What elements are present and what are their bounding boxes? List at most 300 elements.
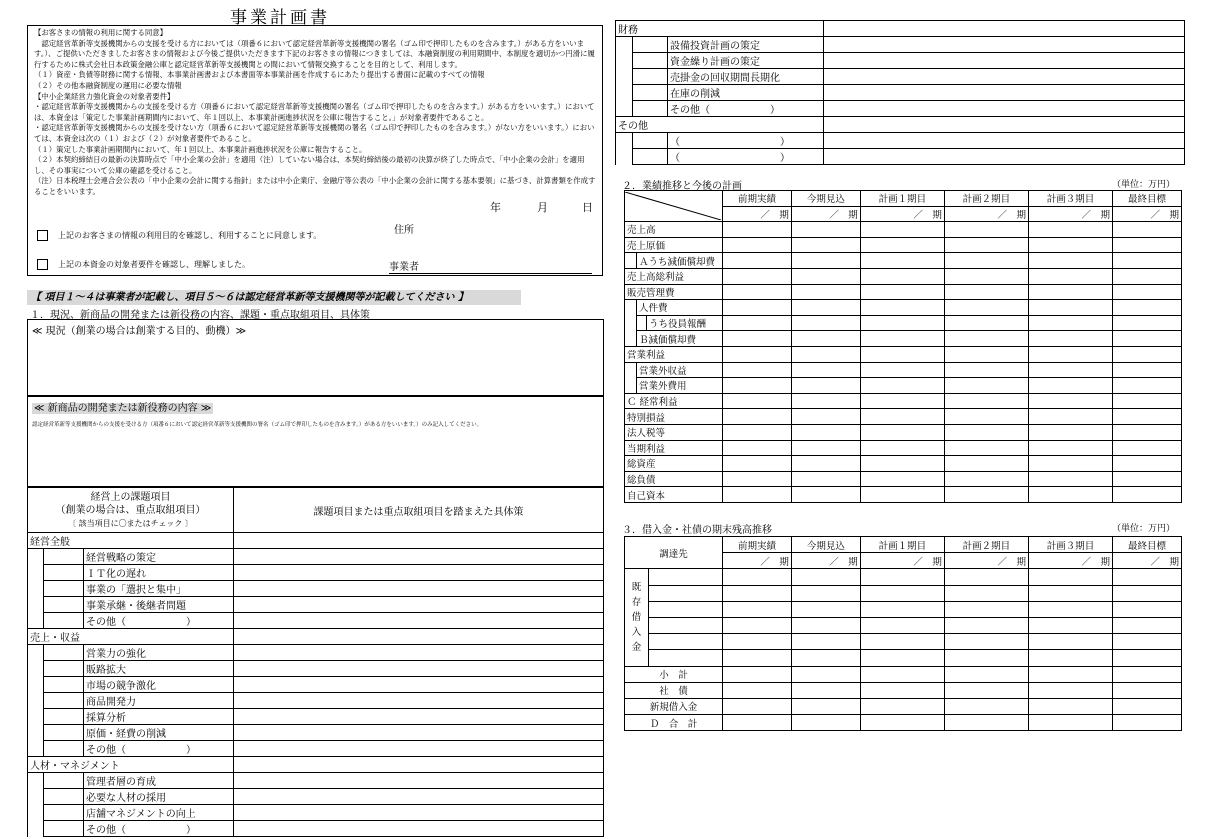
- value-cell[interactable]: [723, 650, 792, 666]
- value-cell[interactable]: [1028, 601, 1112, 617]
- value-cell[interactable]: [860, 650, 944, 666]
- table-row: [625, 315, 1182, 331]
- measure-cell[interactable]: [824, 85, 1185, 101]
- value-cell[interactable]: [1028, 682, 1112, 698]
- value-cell[interactable]: [1113, 268, 1182, 284]
- new-product-note: 認定経営革新等支援機関からの支援を受ける方（項番６において認定経営革新等支援機関の署名（ゴム印で押印したものを含みます。）がある方をいいます。）のみ記入してください。: [32, 422, 483, 428]
- value-cell[interactable]: [1113, 378, 1182, 394]
- indent-cell: [28, 645, 44, 757]
- period-cell[interactable]: ／ 期: [860, 553, 944, 569]
- value-cell[interactable]: [944, 440, 1028, 456]
- value-cell[interactable]: [944, 569, 1028, 585]
- value-cell[interactable]: [860, 253, 944, 269]
- value-cell[interactable]: [860, 634, 944, 650]
- measure-cell[interactable]: [234, 597, 604, 613]
- value-cell[interactable]: [723, 300, 792, 316]
- measure-cell[interactable]: [234, 613, 604, 629]
- value-cell[interactable]: [1028, 378, 1112, 394]
- issue-check-cell[interactable]: [44, 613, 84, 629]
- value-cell[interactable]: [723, 715, 792, 731]
- table-row: [28, 789, 604, 805]
- table-row: [625, 346, 1182, 362]
- value-cell[interactable]: [723, 346, 792, 362]
- row-label: Ｂ減価償却費: [637, 331, 723, 347]
- row-label: 売上高総利益: [625, 268, 723, 284]
- value-cell[interactable]: [1113, 456, 1182, 472]
- value-cell[interactable]: [791, 682, 860, 698]
- value-cell[interactable]: [860, 456, 944, 472]
- value-cell[interactable]: [791, 237, 860, 253]
- value-cell[interactable]: [723, 393, 792, 409]
- finance-check-cell[interactable]: [633, 53, 668, 69]
- value-cell[interactable]: [860, 440, 944, 456]
- value-cell[interactable]: [791, 331, 860, 347]
- value-cell[interactable]: [860, 471, 944, 487]
- value-cell[interactable]: [723, 617, 792, 633]
- value-cell[interactable]: [1113, 650, 1182, 666]
- table-row: [625, 617, 1182, 633]
- value-cell[interactable]: [723, 315, 792, 331]
- value-cell[interactable]: [1113, 601, 1182, 617]
- issue-item: 原価・経費の削減: [84, 725, 234, 741]
- value-cell[interactable]: [1028, 331, 1112, 347]
- issues-header-line: 経営上の課題項目: [90, 491, 171, 503]
- finance-category: 財務: [616, 21, 824, 37]
- value-cell[interactable]: [1113, 585, 1182, 601]
- value-cell[interactable]: [791, 424, 860, 440]
- value-cell[interactable]: [1113, 346, 1182, 362]
- issue-check-cell[interactable]: [44, 805, 84, 821]
- value-cell[interactable]: [944, 666, 1028, 682]
- value-cell[interactable]: [1113, 715, 1182, 731]
- value-cell[interactable]: [860, 601, 944, 617]
- measure-cell[interactable]: [824, 101, 1185, 117]
- row-label: うち役員報酬: [647, 315, 723, 331]
- status-box[interactable]: [27, 319, 604, 396]
- value-cell[interactable]: [944, 634, 1028, 650]
- value-cell[interactable]: [860, 569, 944, 585]
- value-cell[interactable]: [791, 300, 860, 316]
- issue-check-cell[interactable]: [44, 773, 84, 789]
- value-cell[interactable]: [1028, 300, 1112, 316]
- value-cell[interactable]: [1028, 440, 1112, 456]
- value-cell[interactable]: [1028, 268, 1112, 284]
- value-cell[interactable]: [1113, 569, 1182, 585]
- value-cell[interactable]: [791, 487, 860, 503]
- finance-check-cell[interactable]: [633, 133, 668, 149]
- issue-check-cell[interactable]: [44, 725, 84, 741]
- value-cell[interactable]: [723, 424, 792, 440]
- value-cell[interactable]: [723, 569, 792, 585]
- issue-check-cell[interactable]: [44, 693, 84, 709]
- value-cell[interactable]: [1028, 456, 1112, 472]
- value-cell[interactable]: [1028, 237, 1112, 253]
- consent-text: （２）本契約締結日の最新の決算時点で「中小企業の会計」を適用（注）していない場合は、本契約締結後の最初の決算が終了した時点で、「中小企業の会計」を適用し、その事実について公庫の確認を受けること。: [34, 155, 585, 175]
- value-cell[interactable]: [723, 456, 792, 472]
- issues-table: [27, 487, 604, 837]
- finance-item: その他（ ）: [668, 101, 824, 117]
- issue-item: 販路拡大: [84, 661, 234, 677]
- value-cell[interactable]: [791, 440, 860, 456]
- value-cell[interactable]: [860, 315, 944, 331]
- value-cell[interactable]: [791, 362, 860, 378]
- value-cell[interactable]: [944, 393, 1028, 409]
- value-cell[interactable]: [1028, 362, 1112, 378]
- value-cell[interactable]: [944, 617, 1028, 633]
- value-cell[interactable]: [1028, 487, 1112, 503]
- value-cell[interactable]: [944, 585, 1028, 601]
- value-cell[interactable]: [944, 300, 1028, 316]
- period-cell[interactable]: ／ 期: [1028, 206, 1112, 222]
- issue-check-cell[interactable]: [44, 821, 84, 837]
- diagonal-line: [625, 192, 721, 220]
- measure-cell[interactable]: [824, 117, 1185, 133]
- value-cell[interactable]: [791, 650, 860, 666]
- value-cell[interactable]: [791, 378, 860, 394]
- table-row: [28, 693, 604, 709]
- issue-item: 採算分析: [84, 709, 234, 725]
- value-cell[interactable]: [1028, 222, 1112, 238]
- issue-check-cell[interactable]: [44, 789, 84, 805]
- finance-check-cell[interactable]: [633, 101, 668, 117]
- lender-cell[interactable]: [649, 585, 723, 601]
- value-cell[interactable]: [791, 253, 860, 269]
- lender-cell[interactable]: [649, 569, 723, 585]
- table-row: [625, 409, 1182, 425]
- value-cell[interactable]: [860, 362, 944, 378]
- measure-cell[interactable]: [234, 565, 604, 581]
- consent-checkbox[interactable]: [37, 230, 48, 241]
- measure-cell[interactable]: [234, 645, 604, 661]
- value-cell[interactable]: [944, 650, 1028, 666]
- value-cell[interactable]: [1113, 284, 1182, 300]
- value-cell[interactable]: [944, 601, 1028, 617]
- value-cell[interactable]: [944, 409, 1028, 425]
- issue-check-cell[interactable]: [44, 645, 84, 661]
- issue-check-cell[interactable]: [44, 549, 84, 565]
- value-cell[interactable]: [1113, 698, 1182, 714]
- new-product-box[interactable]: [27, 396, 604, 487]
- value-cell[interactable]: [860, 346, 944, 362]
- value-cell[interactable]: [944, 456, 1028, 472]
- value-cell[interactable]: [860, 331, 944, 347]
- value-cell[interactable]: [1113, 440, 1182, 456]
- value-cell[interactable]: [944, 378, 1028, 394]
- value-cell[interactable]: [1028, 666, 1112, 682]
- value-cell[interactable]: [1113, 237, 1182, 253]
- measure-cell[interactable]: [234, 581, 604, 597]
- value-cell[interactable]: [1028, 393, 1112, 409]
- period-cell[interactable]: ／ 期: [723, 206, 792, 222]
- issue-item: 市場の競争激化: [84, 677, 234, 693]
- measure-cell[interactable]: [234, 789, 604, 805]
- value-cell[interactable]: [1028, 715, 1112, 731]
- section1-title: １．現況、新商品の開発または新役務の内容、課題・重点取組項目、具体策: [30, 310, 370, 321]
- value-cell[interactable]: [791, 698, 860, 714]
- period-cell[interactable]: ／ 期: [1113, 553, 1182, 569]
- value-cell[interactable]: [860, 409, 944, 425]
- value-cell[interactable]: [1113, 682, 1182, 698]
- value-cell[interactable]: [944, 682, 1028, 698]
- table-row: [625, 471, 1182, 487]
- issue-item: その他（ ）: [84, 741, 234, 757]
- value-cell[interactable]: [723, 268, 792, 284]
- value-cell[interactable]: [860, 617, 944, 633]
- value-cell[interactable]: [860, 698, 944, 714]
- value-cell[interactable]: [1028, 253, 1112, 269]
- value-cell[interactable]: [1113, 617, 1182, 633]
- value-cell[interactable]: [1028, 585, 1112, 601]
- row-label: 営業外費用: [637, 378, 723, 394]
- issues-header-line: （創業の場合は、重点取組項目）: [55, 504, 206, 516]
- period-cell[interactable]: ／ 期: [1113, 206, 1182, 222]
- measure-cell[interactable]: [824, 37, 1185, 53]
- value-cell[interactable]: [944, 237, 1028, 253]
- value-cell[interactable]: [860, 268, 944, 284]
- value-cell[interactable]: [860, 715, 944, 731]
- value-cell[interactable]: [1028, 409, 1112, 425]
- value-cell[interactable]: [944, 253, 1028, 269]
- period-cell[interactable]: ／ 期: [791, 553, 860, 569]
- value-cell[interactable]: [1113, 487, 1182, 503]
- value-cell[interactable]: [1028, 698, 1112, 714]
- measure-cell[interactable]: [824, 69, 1185, 85]
- value-cell[interactable]: [723, 284, 792, 300]
- table-row: [616, 37, 1185, 53]
- table-row: [625, 601, 1182, 617]
- value-cell[interactable]: [1028, 617, 1112, 633]
- value-cell[interactable]: [791, 569, 860, 585]
- value-cell[interactable]: [944, 268, 1028, 284]
- value-cell[interactable]: [1113, 331, 1182, 347]
- measure-cell[interactable]: [234, 821, 604, 837]
- issue-check-cell[interactable]: [44, 661, 84, 677]
- value-cell[interactable]: [1028, 471, 1112, 487]
- value-cell[interactable]: [791, 585, 860, 601]
- value-cell[interactable]: [860, 585, 944, 601]
- table-row: [28, 821, 604, 837]
- value-cell[interactable]: [944, 222, 1028, 238]
- period-cell[interactable]: ／ 期: [944, 553, 1028, 569]
- value-cell[interactable]: [944, 715, 1028, 731]
- indent-cell: [625, 378, 637, 394]
- section3-title: ３．借入金・社債の期末残高推移: [622, 525, 772, 536]
- value-cell[interactable]: [944, 346, 1028, 362]
- lender-cell[interactable]: [649, 634, 723, 650]
- lender-cell[interactable]: [649, 601, 723, 617]
- indent-cell: [625, 300, 637, 316]
- period-cell[interactable]: ／ 期: [860, 206, 944, 222]
- value-cell[interactable]: [1028, 424, 1112, 440]
- issue-check-cell[interactable]: [44, 581, 84, 597]
- measure-cell[interactable]: [234, 533, 604, 549]
- value-cell[interactable]: [723, 253, 792, 269]
- finance-check-cell[interactable]: [633, 85, 668, 101]
- value-cell[interactable]: [723, 634, 792, 650]
- period-cell[interactable]: ／ 期: [1028, 553, 1112, 569]
- requirement-checkbox[interactable]: [37, 259, 48, 270]
- value-cell[interactable]: [944, 424, 1028, 440]
- indent-cell: [625, 331, 637, 347]
- existing-loans-char: 既: [631, 581, 642, 593]
- value-cell[interactable]: [723, 362, 792, 378]
- value-cell[interactable]: [723, 378, 792, 394]
- measure-cell[interactable]: [824, 53, 1185, 69]
- table-row: [625, 362, 1182, 378]
- finance-check-cell[interactable]: [633, 69, 668, 85]
- consent-heading: 【お客さまの情報の利用に関する同意】: [34, 28, 168, 37]
- measure-cell[interactable]: [824, 21, 1185, 37]
- value-cell[interactable]: [723, 487, 792, 503]
- value-cell[interactable]: [944, 362, 1028, 378]
- loan-row-label: Ｄ 合 計: [625, 715, 723, 731]
- lender-cell[interactable]: [649, 650, 723, 666]
- lender-cell[interactable]: [649, 617, 723, 633]
- measure-cell[interactable]: [234, 741, 604, 757]
- value-cell[interactable]: [1028, 315, 1112, 331]
- value-cell[interactable]: [944, 487, 1028, 503]
- measure-cell[interactable]: [234, 757, 604, 773]
- table-row: [28, 581, 604, 597]
- finance-item: 売掛金の回収期間長期化: [668, 69, 824, 85]
- value-cell[interactable]: [723, 585, 792, 601]
- issue-check-cell[interactable]: [44, 741, 84, 757]
- value-cell[interactable]: [791, 409, 860, 425]
- value-cell[interactable]: [1113, 300, 1182, 316]
- value-cell[interactable]: [1028, 650, 1112, 666]
- value-cell[interactable]: [791, 284, 860, 300]
- value-cell[interactable]: [860, 284, 944, 300]
- measure-cell[interactable]: [234, 805, 604, 821]
- table-row: [28, 757, 604, 773]
- table-row: [28, 741, 604, 757]
- value-cell[interactable]: [791, 471, 860, 487]
- value-cell[interactable]: [723, 222, 792, 238]
- table-row: [625, 456, 1182, 472]
- finance-check-cell[interactable]: [633, 37, 668, 53]
- value-cell[interactable]: [1028, 569, 1112, 585]
- table-row: [28, 709, 604, 725]
- measure-cell[interactable]: [234, 725, 604, 741]
- value-cell[interactable]: [723, 601, 792, 617]
- issue-check-cell[interactable]: [44, 709, 84, 725]
- table-row: [625, 537, 1182, 553]
- value-cell[interactable]: [1113, 634, 1182, 650]
- value-cell[interactable]: [944, 284, 1028, 300]
- issue-item: その他（ ）: [84, 613, 234, 629]
- business-signature-field[interactable]: [389, 258, 592, 274]
- value-cell[interactable]: [791, 222, 860, 238]
- value-cell[interactable]: [791, 456, 860, 472]
- issues-header-line: 〔 該当項目に〇またはチェック 〕: [68, 518, 193, 528]
- value-cell[interactable]: [944, 315, 1028, 331]
- table-row: [616, 101, 1185, 117]
- section2-unit: （単位：万円）: [1112, 180, 1176, 190]
- value-cell[interactable]: [723, 698, 792, 714]
- issue-check-cell[interactable]: [44, 565, 84, 581]
- measure-cell[interactable]: [234, 549, 604, 565]
- issue-check-cell[interactable]: [44, 597, 84, 613]
- table-row: [616, 53, 1185, 69]
- value-cell[interactable]: [791, 715, 860, 731]
- value-cell[interactable]: [860, 237, 944, 253]
- value-cell[interactable]: [791, 346, 860, 362]
- column-header: 計画２期目: [944, 537, 1028, 553]
- value-cell[interactable]: [723, 471, 792, 487]
- measure-cell[interactable]: [824, 133, 1185, 149]
- measure-cell[interactable]: [234, 693, 604, 709]
- column-header: 今期見込: [791, 191, 860, 207]
- measure-cell[interactable]: [234, 661, 604, 677]
- value-cell[interactable]: [791, 666, 860, 682]
- value-cell[interactable]: [723, 331, 792, 347]
- measure-cell[interactable]: [234, 629, 604, 645]
- value-cell[interactable]: [791, 601, 860, 617]
- value-cell[interactable]: [791, 634, 860, 650]
- measure-cell[interactable]: [234, 677, 604, 693]
- value-cell[interactable]: [1113, 222, 1182, 238]
- period-cell[interactable]: ／ 期: [723, 553, 792, 569]
- value-cell[interactable]: [1113, 362, 1182, 378]
- consent-text: （１）資産・負債等財務に関する情報、本事業計画書および本書面等本事業計画を作成するにあたり提出する書面に記載のすべての情報: [34, 70, 485, 80]
- value-cell[interactable]: [1028, 346, 1112, 362]
- value-cell[interactable]: [723, 440, 792, 456]
- issue-check-cell[interactable]: [44, 677, 84, 693]
- value-cell[interactable]: [1113, 424, 1182, 440]
- value-cell[interactable]: [860, 222, 944, 238]
- value-cell[interactable]: [1113, 471, 1182, 487]
- table-row: [625, 300, 1182, 316]
- value-cell[interactable]: [860, 300, 944, 316]
- value-cell[interactable]: [1113, 315, 1182, 331]
- value-cell[interactable]: [860, 487, 944, 503]
- value-cell[interactable]: [1028, 634, 1112, 650]
- measure-cell[interactable]: [234, 709, 604, 725]
- performance-table: [624, 190, 1182, 503]
- value-cell[interactable]: [944, 698, 1028, 714]
- table-row: [616, 149, 1185, 165]
- value-cell[interactable]: [1113, 253, 1182, 269]
- value-cell[interactable]: [791, 315, 860, 331]
- value-cell[interactable]: [791, 617, 860, 633]
- value-cell[interactable]: [723, 682, 792, 698]
- measure-cell[interactable]: [824, 149, 1185, 165]
- date-day: 日: [582, 201, 593, 214]
- value-cell[interactable]: [944, 331, 1028, 347]
- measure-cell[interactable]: [234, 773, 604, 789]
- value-cell[interactable]: [944, 471, 1028, 487]
- value-cell[interactable]: [1113, 409, 1182, 425]
- indent-cell: [625, 315, 637, 331]
- value-cell[interactable]: [723, 237, 792, 253]
- value-cell[interactable]: [723, 409, 792, 425]
- value-cell[interactable]: [1028, 284, 1112, 300]
- value-cell[interactable]: [723, 666, 792, 682]
- value-cell[interactable]: [791, 393, 860, 409]
- value-cell[interactable]: [1113, 666, 1182, 682]
- period-cell[interactable]: ／ 期: [791, 206, 860, 222]
- value-cell[interactable]: [860, 682, 944, 698]
- value-cell[interactable]: [860, 378, 944, 394]
- value-cell[interactable]: [1113, 393, 1182, 409]
- value-cell[interactable]: [791, 268, 860, 284]
- value-cell[interactable]: [860, 393, 944, 409]
- value-cell[interactable]: [860, 424, 944, 440]
- row-label: 売上高: [625, 222, 723, 238]
- period-cell[interactable]: ／ 期: [944, 206, 1028, 222]
- value-cell[interactable]: [860, 666, 944, 682]
- finance-check-cell[interactable]: [633, 149, 668, 165]
